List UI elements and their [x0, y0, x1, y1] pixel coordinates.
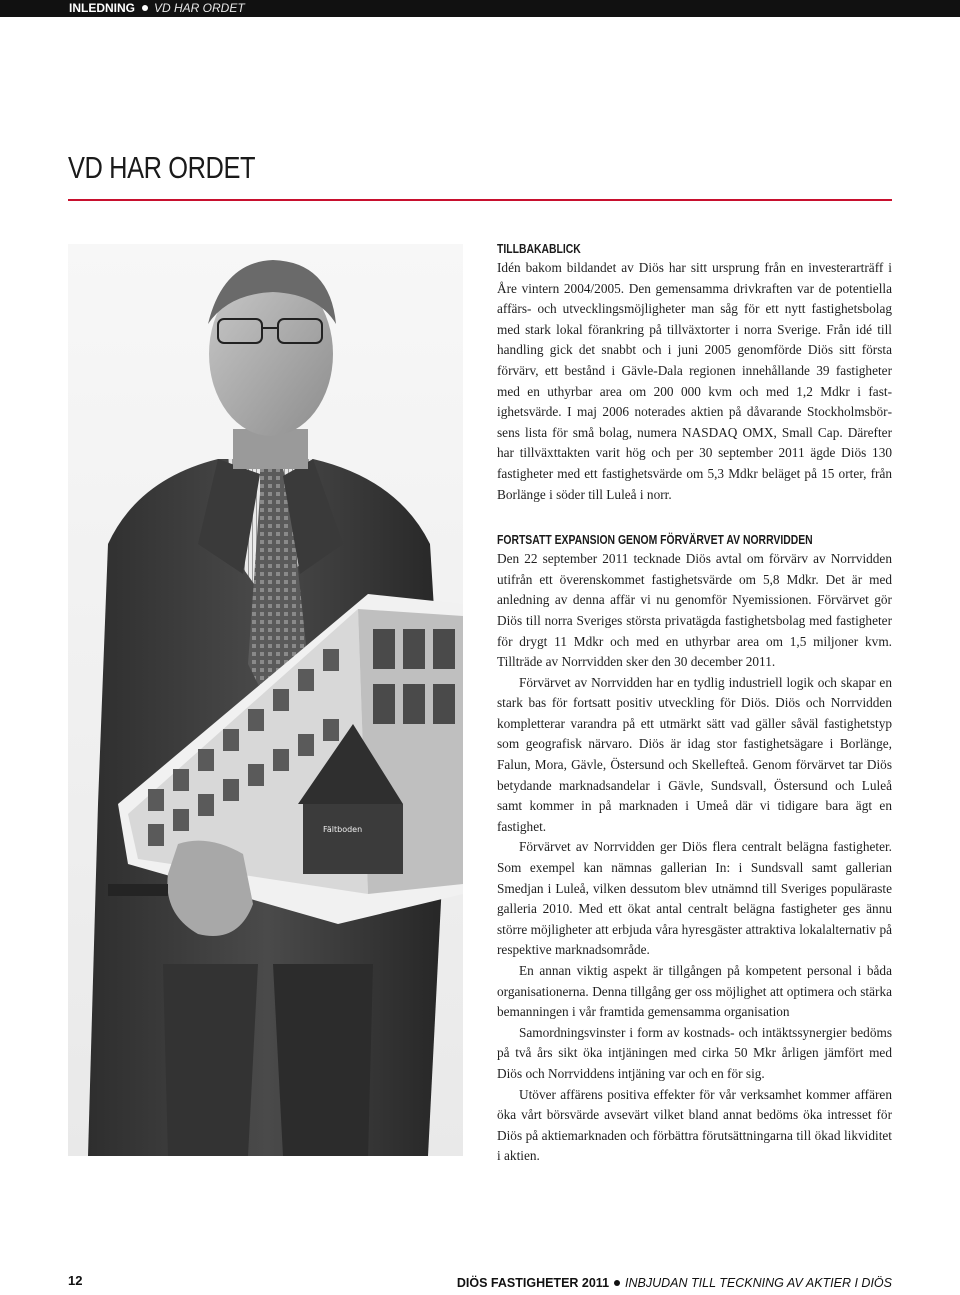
body-paragraph: Förvärvet av Norrvidden ger Diös flera centralt belägna fastigheter. Som exempel kan nämnas gallerian In: i Sundsvall samt gallerian Smedjan i Luleå, vilken dessutom blev utnämnd till Sveriges populäraste galleria 2010. Med ett ökat antal centralt belägna fastigheter ges ännu större möjligheter att erbjuda våra hyresgäster attraktiva lokalalternativ på respektive marknadsområde. [497, 839, 892, 958]
section-fortsatt-expansion [497, 531, 892, 1167]
title-divider [68, 199, 892, 201]
page-number: 12 [68, 1273, 83, 1288]
header-section: INLEDNING [69, 1, 135, 15]
body-paragraph: Förvärvet av Norrvidden har en tydlig industriell logik och skapar en stark bas för fortsatt positiv utveckling för Diös. Diös och Norrvidden kompletterar varandra på ett utmärkt sätt vad gäller såväl fastighetstyp som geografisk närvaro. Diös är idag stor fastighetsägare i Borlänge, Falun, Mora, Gävle, Östersund och Skellefteå. Genom förvärvet tar Diös betydande marknadsandelar i Gävle, Sundsvall, Östersund och Luleå samt kommer in på marknaden i Umeå där vi tidigare bara ägt en fastighet. [497, 674, 892, 834]
body-paragraph: Idén bakom bildandet av Diös har sitt ursprung från en investerarträff i Åre vintern 2004/2005. Den gemensamma drivkraften var de potentiella affärs- och utvecklingsmöjligheter man såg för ett nytt fastighetsbolag med stark lokal förankring på tillväxtorter i norra Sverige. Från idé till handling gick det snabbt och i juni 2005 genomförde Diös sitt första förvärv, ett bestånd i Gävle-Dala regionen innehållande 39 fastigheter med en uthyrbar area om 200 000 kvm och med 1,2 Mdkr i fastighetsvärde. I maj 2006 noterades aktien på dåvarande Stockholmsbörsens lista för små bolag, numera NASDAQ OMX, Small Cap. Därefter har tillväxttakten varit hög och per 30 september 2011 ägde Diös 130 fastigheter med ett fastighetsvärde om 5,3 Mdkr beläget på 15 orter, från Borlänge i söder till Luleå i norr. [497, 260, 892, 502]
header-subsection: VD HAR ORDET [154, 1, 245, 15]
portrait-illustration [68, 244, 463, 1156]
ceo-portrait-photo [68, 244, 463, 1156]
running-header [0, 0, 960, 17]
article-column [497, 240, 892, 1167]
section-heading: TILLBAKABLICK [497, 241, 581, 256]
page-title: VD HAR ORDET [68, 150, 256, 185]
building-sign-text: Fältboden [323, 825, 363, 834]
body-paragraph: Den 22 september 2011 tecknade Diös avtal om förvärv av Norrvidden utifrån ett överenskommet fastighetsvärde om 5,8 Mdkr. Det är med anledning av denna affär vi nu genomför Nyemissionen. Förvärvet gör Diös till norra Sveriges största privatägda fastighetsbolag med fastigheter för drygt 11 Mdkr och med en uthyrbar area om 1,5 miljoner kvm. Tillträde av Norrvidden sker den 30 december 2011. [497, 551, 892, 670]
bullet-icon [614, 1280, 620, 1286]
body-paragraph: Samordningsvinster i form av kostnads- och intäktssynergier bedöms på två års sikt öka intjäningen med cirka 50 Mkr årligen jämfört med Diös och Norrviddens intjäning var och en för sig. [497, 1024, 892, 1081]
body-paragraph: En annan viktig aspekt är tillgången på kompetent personal i båda organisationerna. Denna tillgång ger oss möjlighet att optimera och stärka bemanningen i vår framtida gemensamma organisation [497, 963, 892, 1020]
section-tillbakablick [497, 240, 892, 505]
body-paragraph: Utöver affärens positiva effekter för vår verksamhet kommer affären öka vårt börsvärde avsevärt vilket bland annat bedöms öka intresset för Diös på aktiemarknaden och förbättra förutsättningarna till ökad likviditet i aktien. [497, 1086, 892, 1164]
section-heading: FORTSATT EXPANSION GENOM FÖRVÄRVET AV NORRVIDDEN [497, 532, 813, 548]
footer-document-title: INBJUDAN TILL TECKNING AV AKTIER I DIÖS [625, 1276, 892, 1290]
footer-brand: DIÖS FASTIGHETER 2011 [456, 1276, 610, 1290]
running-footer [457, 1276, 892, 1290]
bullet-icon [142, 5, 148, 11]
